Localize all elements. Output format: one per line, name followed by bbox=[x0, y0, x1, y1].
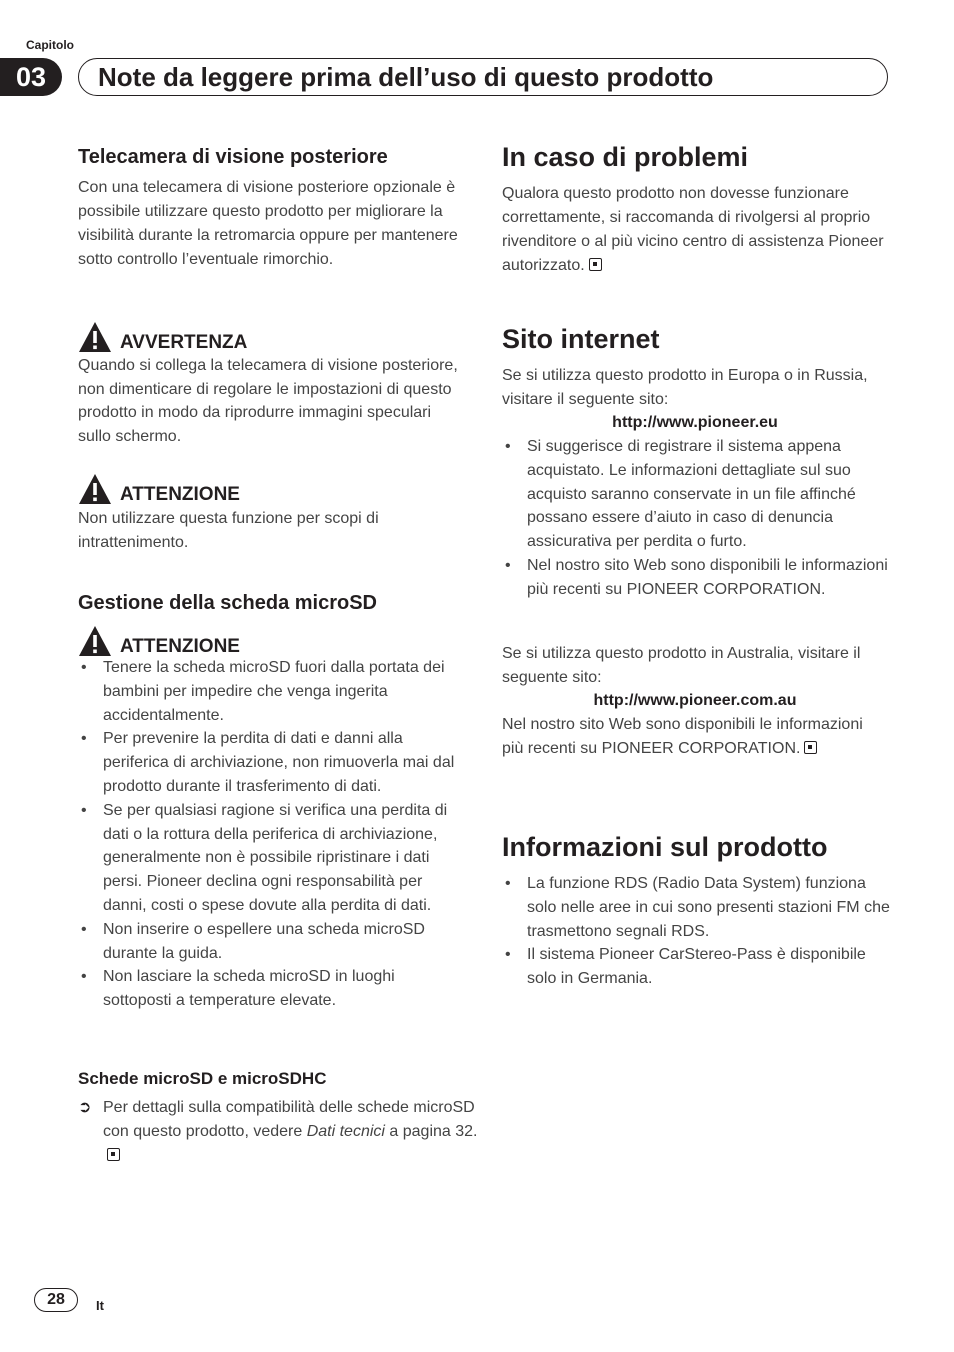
end-mark-icon bbox=[804, 741, 817, 754]
section-heading-info: Informazioni sul prodotto bbox=[502, 832, 828, 862]
attenzione-label: ATTENZIONE bbox=[120, 484, 240, 505]
page-number: 28 bbox=[47, 1291, 65, 1308]
sdhc-reference: ➲ Per dettagli sulla compatibilità delle schede microSD con questo prodotto, vedere Dati tecnici a pagina 32. bbox=[78, 1096, 491, 1168]
section-heading-camera: Telecamera di visione posteriore bbox=[78, 146, 388, 168]
avvertenza-label: AVVERTENZA bbox=[120, 332, 248, 353]
warning-icon bbox=[78, 472, 112, 506]
url-au[interactable]: http://www.pioneer.com.au bbox=[593, 692, 797, 709]
language-code: It bbox=[96, 1298, 104, 1313]
chapter-title: Note da leggere prima dell’uso di questo prodotto bbox=[98, 62, 714, 92]
problemi-text: Qualora questo prodotto non dovesse funzionare correttamente, si raccomanda di rivolgersi al proprio rivenditore o al più vicino centro di assistenza Pioneer autorizzato. bbox=[502, 185, 884, 274]
microsd-attenzione-header bbox=[78, 618, 240, 658]
list-item: • Se per qualsiasi ragione si verifica una perdita di dati o la rottura della periferica di archiviazione, generalmente non è possibile ripristinare i dati persi. Pioneer declina ogni responsabilità per danni, costi o spese dovute alla perdita di dati. bbox=[81, 801, 448, 914]
sito-bullet-list bbox=[502, 435, 894, 602]
arrow-icon: ➲ bbox=[78, 1099, 92, 1116]
list-item: • Per prevenire la perdita di dati e danni alla periferica di archiviazione, non rimuoverla mai dal prodotto durante il trasferimento di dati. bbox=[81, 730, 455, 795]
url-eu[interactable]: http://www.pioneer.eu bbox=[612, 414, 778, 431]
list-item: • La funzione RDS (Radio Data System) funziona solo nelle aree in cui sono presenti stazioni FM che trasmettono segnali RDS. bbox=[505, 875, 890, 940]
avvertenza-header bbox=[78, 314, 247, 354]
chapter-number: 03 bbox=[15, 62, 47, 92]
microsd-bullet-list bbox=[78, 656, 466, 1013]
end-mark-icon bbox=[589, 258, 602, 271]
warning-icon bbox=[78, 320, 112, 354]
list-item: • Tenere la scheda microSD fuori dalla portata dei bambini per impedire che venga ingerita accidentalmente. bbox=[81, 659, 445, 724]
attenzione-header bbox=[78, 466, 240, 506]
section-heading-microsd: Gestione della scheda microSD bbox=[78, 592, 377, 614]
section-heading-sdhc: Schede microSD e microSDHC bbox=[78, 1069, 327, 1088]
attenzione-text: Non utilizzare questa funzione per scopi di intrattenimento. bbox=[78, 510, 379, 551]
list-item: • Non inserire o espellere una scheda microSD durante la guida. bbox=[81, 920, 425, 962]
list-item: • Non lasciare la scheda microSD in luoghi sottoposti a temperature elevate. bbox=[81, 968, 395, 1010]
list-item: • Si suggerisce di registrare il sistema appena acquistato. Le informazioni dettagliate sul suo acquisto saranno conservate in un file affinché possano essere d’aiuto in caso di denuncia assicurativa per perdita o furto. bbox=[505, 438, 856, 551]
end-mark-icon bbox=[107, 1148, 120, 1161]
list-item: • Nel nostro sito Web sono disponibili le informazioni più recenti su PIONEER CORPORATION. bbox=[505, 556, 888, 598]
sito-intro-eu: Se si utilizza questo prodotto in Europa o in Russia, visitare il seguente sito: bbox=[502, 367, 868, 408]
sito-outro: Nel nostro sito Web sono disponibili le informazioni più recenti su PIONEER CORPORATION. bbox=[502, 716, 863, 757]
info-bullet-list bbox=[502, 872, 890, 991]
chapter-label: Capitolo bbox=[26, 38, 74, 52]
section-heading-problemi: In caso di problemi bbox=[502, 142, 749, 172]
sito-intro-au: Se si utilizza questo prodotto in Australia, visitare il seguente sito: bbox=[502, 645, 861, 686]
camera-text: Con una telecamera di visione posteriore opzionale è possibile utilizzare questo prodotto per migliorare la visibilità durante la retromarcia oppure per mantenere sotto controllo l’eventuale rimorchio. bbox=[78, 179, 458, 268]
microsd-attenzione-label: ATTENZIONE bbox=[120, 636, 240, 657]
avvertenza-text: Quando si collega la telecamera di visione posteriore, non dimenticare di regolare le impostazioni di questo prodotto in modo da riprodurre immagini speculari sullo schermo. bbox=[78, 357, 458, 445]
list-item: • Il sistema Pioneer CarStereo-Pass è disponibile solo in Germania. bbox=[505, 946, 866, 988]
warning-icon bbox=[78, 624, 112, 658]
section-heading-sito: Sito internet bbox=[502, 324, 660, 354]
